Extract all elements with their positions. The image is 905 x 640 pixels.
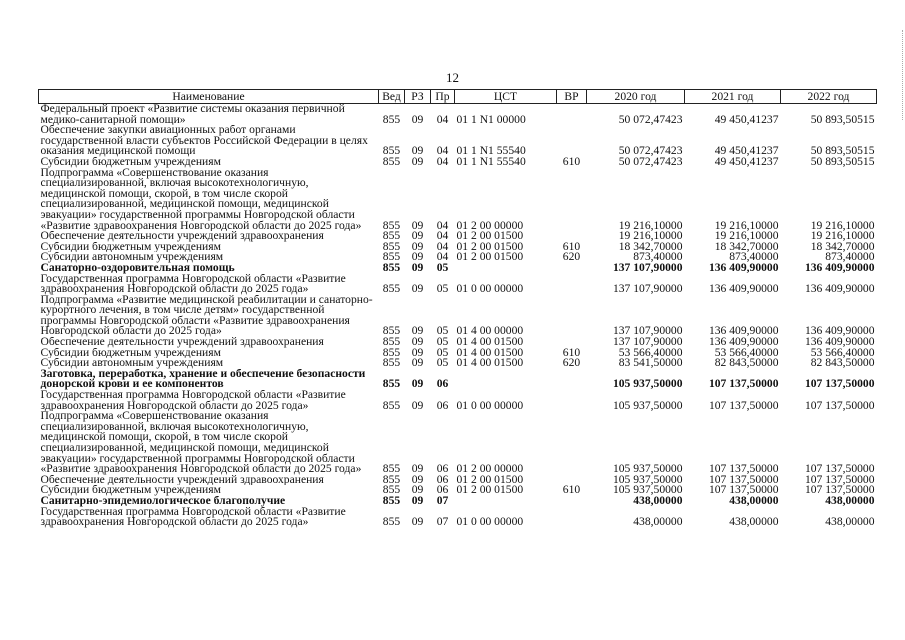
table-cell-2022: 136 409,90000 (804, 262, 875, 274)
scan-edge-mark (899, 30, 903, 120)
table-cell-rz: 09 (411, 282, 424, 295)
table-cell-ved: 855 (382, 377, 401, 391)
table-cell-rz: 09 (411, 324, 424, 338)
table-row (39, 274, 877, 295)
table-cell-vr: 610 (562, 485, 581, 496)
table-cell-cst: 01 1 N1 55540 (456, 144, 526, 157)
table-row (39, 390, 877, 411)
table-cell-vr (557, 168, 587, 232)
budget-table (38, 89, 877, 528)
table-cell-pr: 05 (436, 347, 449, 359)
table-cell-2022: 873,40000 (825, 252, 875, 263)
table-cell-pr: 06 (436, 398, 449, 412)
table-cell-2020: 438,00000 (633, 495, 683, 507)
table-cell-rz: 09 (411, 515, 424, 528)
table-cell-2021: 107 137,50000 (708, 474, 779, 486)
table-cell-cst (455, 369, 557, 390)
table-cell-vr (557, 125, 587, 157)
table-row (39, 475, 877, 486)
table-cell-cst: 01 2 00 00000 (456, 218, 524, 232)
table-cell-ved: 855 (382, 241, 401, 253)
table-cell-pr: 06 (436, 377, 449, 391)
table-cell-2021: 49 450,41237 (714, 144, 779, 157)
table-row (39, 242, 877, 253)
table-cell-cst (455, 496, 557, 507)
table-row (39, 337, 877, 348)
table-cell-name: Субсидии автономным учреждениям (40, 252, 224, 263)
table-cell-vr (557, 295, 587, 337)
table-cell-2022: 50 893,50515 (810, 112, 875, 126)
table-cell-cst: 01 4 00 01500 (456, 358, 524, 369)
table-cell-rz: 09 (411, 358, 424, 369)
table-cell-rz: 09 (411, 495, 424, 507)
table-cell-2021: 136 409,90000 (708, 282, 779, 295)
table-cell-rz: 09 (411, 252, 424, 263)
table-cell-2020: 105 937,50000 (612, 398, 683, 412)
table-cell-2020: 50 072,47423 (618, 156, 683, 168)
table-cell-pr: 07 (436, 515, 449, 528)
table-cell-2022: 82 843,50000 (810, 358, 875, 369)
table-cell-name: Субсидии бюджетным учреждениям (40, 241, 221, 253)
table-cell-rz: 09 (411, 262, 424, 274)
table-cell-ved: 855 (382, 218, 401, 232)
table-cell-2021: 49 450,41237 (714, 156, 779, 168)
table-cell-vr: 620 (562, 252, 581, 263)
column-header-2020: 2020 год (587, 90, 685, 104)
table-cell-rz: 09 (411, 218, 424, 232)
page-number: 12 (446, 70, 459, 85)
table-cell-pr: 04 (436, 252, 449, 263)
table-cell-ved: 855 (382, 495, 401, 507)
table-cell-rz: 09 (411, 347, 424, 359)
table-cell-rz: 09 (411, 474, 424, 486)
table-cell-ved: 855 (382, 337, 401, 348)
table-cell-2021: 82 843,50000 (714, 358, 779, 369)
column-header-ved: Вед (379, 90, 405, 104)
table-cell-ved: 855 (382, 252, 401, 263)
table-cell-cst: 01 2 00 00000 (456, 462, 524, 475)
table-cell-ved: 855 (382, 324, 401, 338)
table-cell-2021: 136 409,90000 (708, 262, 779, 274)
table-cell-vr (557, 274, 587, 295)
table-cell-cst: 01 4 00 01500 (456, 337, 524, 348)
table-row (39, 125, 877, 157)
table-cell-2021: 136 409,90000 (708, 324, 779, 338)
table-cell-ved: 855 (382, 515, 401, 528)
table-cell-2021: 49 450,41237 (714, 112, 779, 126)
table-cell-pr: 05 (436, 282, 449, 295)
table-cell-cst: 01 2 00 01500 (456, 474, 524, 486)
table-cell-2021: 19 216,10000 (714, 231, 779, 242)
table-cell-ved: 855 (382, 474, 401, 486)
table-row (39, 369, 877, 390)
table-cell-pr: 04 (436, 156, 449, 168)
table-cell-2020: 137 107,90000 (612, 282, 683, 295)
table-row (39, 485, 877, 496)
table-cell-2022: 50 893,50515 (810, 156, 875, 168)
table-cell-cst: 01 1 N1 55540 (456, 156, 526, 168)
table-cell-2020: 53 566,40000 (618, 347, 683, 359)
table-cell-2020: 83 541,50000 (618, 358, 683, 369)
table-row (39, 411, 877, 475)
table-cell-pr: 05 (436, 358, 449, 369)
table-cell-pr: 05 (436, 337, 449, 348)
table-cell-vr (557, 104, 587, 126)
table-cell-2020: 18 342,70000 (618, 241, 683, 253)
table-cell-ved: 855 (382, 347, 401, 359)
table-row (39, 168, 877, 232)
table-cell-rz: 09 (411, 241, 424, 253)
column-header-cst: ЦСТ (455, 90, 557, 104)
table-row (39, 348, 877, 359)
table-cell-pr: 05 (436, 324, 449, 338)
table-cell-vr (557, 337, 587, 348)
table-cell-2021: 136 409,90000 (708, 337, 779, 348)
table-cell-vr (557, 475, 587, 486)
table-cell-ved: 855 (382, 231, 401, 242)
table-cell-2020: 105 937,50000 (612, 377, 683, 391)
table-cell-ved: 855 (382, 398, 401, 412)
table-cell-2021: 53 566,40000 (714, 347, 779, 359)
column-header-name: Наименование (39, 90, 379, 104)
table-cell-cst: 01 0 00 00000 (456, 398, 524, 412)
table-body (39, 104, 877, 528)
table-row (39, 104, 877, 126)
table-cell-ved: 855 (382, 144, 401, 157)
table-cell-2022: 438,00000 (825, 495, 875, 507)
table-header-row (39, 90, 877, 104)
table-cell-rz: 09 (411, 156, 424, 168)
table-cell-name: Обеспечение деятельности учреждений здравоохранения (40, 231, 324, 242)
table-cell-name: Субсидии бюджетным учреждениям (40, 347, 221, 359)
table-cell-2022: 107 137,50000 (804, 377, 875, 391)
table-cell-name: Обеспечение закупки авиационных работ органами государственной власти субъектов Российской Федерации в целях оказания медицинской помощи (40, 125, 368, 157)
table-cell-2021: 18 342,70000 (714, 241, 779, 253)
table-cell-rz: 09 (411, 377, 424, 391)
table-cell-2022: 53 566,40000 (810, 347, 875, 359)
table-cell-2021: 438,00000 (729, 515, 779, 528)
table-cell-pr: 04 (436, 241, 449, 253)
table-cell-vr: 620 (562, 358, 581, 369)
table-cell-name: Обеспечение деятельности учреждений здравоохранения (40, 474, 324, 486)
table-cell-2020: 19 216,10000 (618, 218, 683, 232)
table-cell-vr (557, 496, 587, 507)
table-cell-vr (557, 231, 587, 242)
table-cell-2021: 107 137,50000 (708, 485, 779, 496)
table-row (39, 231, 877, 242)
table-cell-2020: 105 937,50000 (612, 485, 683, 496)
table-cell-2021: 873,40000 (729, 252, 779, 263)
table-cell-vr: 610 (562, 347, 581, 359)
column-header-2022: 2022 год (781, 90, 877, 104)
table-cell-vr (557, 507, 587, 528)
table-cell-pr: 06 (436, 485, 449, 496)
table-cell-2020: 137 107,90000 (612, 337, 683, 348)
table-cell-2021: 107 137,50000 (708, 398, 779, 412)
table-cell-rz: 09 (411, 398, 424, 412)
table-cell-cst: 01 4 00 01500 (456, 347, 524, 359)
column-header-2021: 2021 год (685, 90, 781, 104)
table-cell-vr (557, 390, 587, 411)
table-cell-2022: 107 137,50000 (804, 474, 875, 486)
table-cell-vr (557, 369, 587, 390)
table-cell-2021: 107 137,50000 (708, 462, 779, 475)
table-cell-vr: 610 (562, 241, 581, 253)
column-header-vr: ВР (557, 90, 587, 104)
table-cell-pr: 06 (436, 462, 449, 475)
table-cell-cst: 01 1 N1 00000 (456, 112, 526, 126)
table-cell-2020: 873,40000 (633, 252, 683, 263)
table-cell-ved: 855 (382, 282, 401, 295)
table-cell-ved: 855 (382, 112, 401, 126)
table-cell-cst: 01 2 00 01500 (456, 231, 524, 242)
table-row (39, 496, 877, 507)
column-header-pr: Пр (431, 90, 455, 104)
table-cell-rz: 09 (411, 112, 424, 126)
table-cell-2020: 50 072,47423 (618, 112, 683, 126)
table-cell-vr (557, 263, 587, 274)
table-cell-2020: 137 107,90000 (612, 324, 683, 338)
table-cell-pr: 05 (436, 262, 449, 274)
table-cell-2022: 136 409,90000 (804, 337, 875, 348)
table-cell-ved: 855 (382, 462, 401, 475)
table-row (39, 358, 877, 369)
table-cell-2021: 438,00000 (729, 495, 779, 507)
table-cell-cst: 01 4 00 00000 (456, 324, 524, 338)
table-cell-name: Подпрограмма «Совершенствование оказания специализированной, включая высокотехнологичную, медицинской помощи, скорой, в том числе скорой специализированной, медицинской помощи, медицинской эвакуации» государственной программы Новгородской области «Развитие здравоохранения Новгородской области до 2025 года» (40, 167, 362, 232)
table-row (39, 507, 877, 528)
table-cell-name: Субсидии бюджетным учреждениям (40, 156, 221, 168)
table-cell-name: Заготовка, переработка, хранение и обеспечение безопасности донорской крови и ее компонентов (40, 368, 366, 391)
column-header-rz: РЗ (405, 90, 431, 104)
table-cell-name: Государственная программа Новгородской области «Развитие здравоохранения Новгородской области до 2025 года» (40, 273, 346, 295)
table-cell-name: Подпрограмма «Совершенствование оказания специализированной, включая высокотехнологичную, медицинской помощи, скорой, в том числе скорой специализированной, медицинской помощи, медицинской эвакуации» государственной программы Новгородской области «Развитие здравоохранения Новгородской области до 2025 года» (40, 411, 362, 475)
table-cell-name: Государственная программа Новгородской области «Развитие здравоохранения Новгородской области до 2025 года» (40, 506, 346, 528)
table-row (39, 252, 877, 263)
table-cell-2021: 19 216,10000 (714, 218, 779, 232)
table-cell-name: Обеспечение деятельности учреждений здравоохранения (40, 337, 324, 348)
table-cell-pr: 07 (436, 495, 449, 507)
table-cell-2022: 107 137,50000 (804, 398, 875, 412)
table-cell-2022: 107 137,50000 (804, 485, 875, 496)
table-cell-name: Субсидии автономным учреждениям (40, 358, 224, 369)
table-cell-ved: 855 (382, 156, 401, 168)
table-cell-name: Субсидии бюджетным учреждениям (40, 485, 221, 496)
table-cell-pr: 04 (436, 231, 449, 242)
table-cell-vr: 610 (562, 156, 581, 168)
table-cell-2022: 19 216,10000 (810, 231, 875, 242)
table-cell-2020: 19 216,10000 (618, 231, 683, 242)
table-cell-name: Федеральный проект «Развитие системы оказания первичной медико-санитарной помощи» (40, 103, 345, 126)
table-cell-pr: 06 (436, 474, 449, 486)
table-cell-cst: 01 0 00 00000 (456, 515, 524, 528)
table-cell-2022: 136 409,90000 (804, 282, 875, 295)
table-cell-rz: 09 (411, 462, 424, 475)
table-cell-ved: 855 (382, 262, 401, 274)
table-cell-2022: 18 342,70000 (810, 241, 875, 253)
table-cell-name: Санаторно-оздоровительная помощь (40, 262, 235, 274)
table-cell-2020: 50 072,47423 (618, 144, 683, 157)
table-cell-2022: 107 137,50000 (804, 462, 875, 475)
table-cell-2022: 50 893,50515 (810, 144, 875, 157)
table-cell-vr (557, 411, 587, 475)
table-row (39, 263, 877, 274)
table-cell-2022: 19 216,10000 (810, 218, 875, 232)
table-cell-name: Санитарно-эпидемиологическое благополучие (40, 495, 286, 507)
table-cell-pr: 04 (436, 218, 449, 232)
table-cell-cst (455, 263, 557, 274)
table-cell-cst: 01 2 00 01500 (456, 241, 524, 253)
table-cell-2021: 107 137,50000 (708, 377, 779, 391)
table-cell-rz: 09 (411, 337, 424, 348)
table-cell-rz: 09 (411, 485, 424, 496)
table-cell-cst: 01 2 00 01500 (456, 485, 524, 496)
table-cell-2020: 438,00000 (633, 515, 683, 528)
table-cell-2020: 105 937,50000 (612, 474, 683, 486)
table-row (39, 157, 877, 168)
table-cell-2020: 105 937,50000 (612, 462, 683, 475)
table-cell-pr: 04 (436, 144, 449, 157)
table-cell-2020: 137 107,90000 (612, 262, 683, 274)
table-cell-ved: 855 (382, 485, 401, 496)
table-cell-cst: 01 2 00 01500 (456, 252, 524, 263)
table-cell-2022: 136 409,90000 (804, 324, 875, 338)
table-cell-name: Подпрограмма «Развитие медицинской реабилитации и санаторно-курортного лечения, в том числе детям» государственной программы Новгородской области «Развитие здравоохранения Новгородской области до 2025 года» (40, 294, 373, 338)
table-cell-2022: 438,00000 (825, 515, 875, 528)
table-cell-cst: 01 0 00 00000 (456, 282, 524, 295)
table-cell-rz: 09 (411, 144, 424, 157)
table-cell-pr: 04 (436, 112, 449, 126)
table-cell-ved: 855 (382, 358, 401, 369)
table-cell-name: Государственная программа Новгородской области «Развитие здравоохранения Новгородской области до 2025 года» (40, 390, 346, 412)
table-cell-rz: 09 (411, 231, 424, 242)
table-row (39, 295, 877, 337)
